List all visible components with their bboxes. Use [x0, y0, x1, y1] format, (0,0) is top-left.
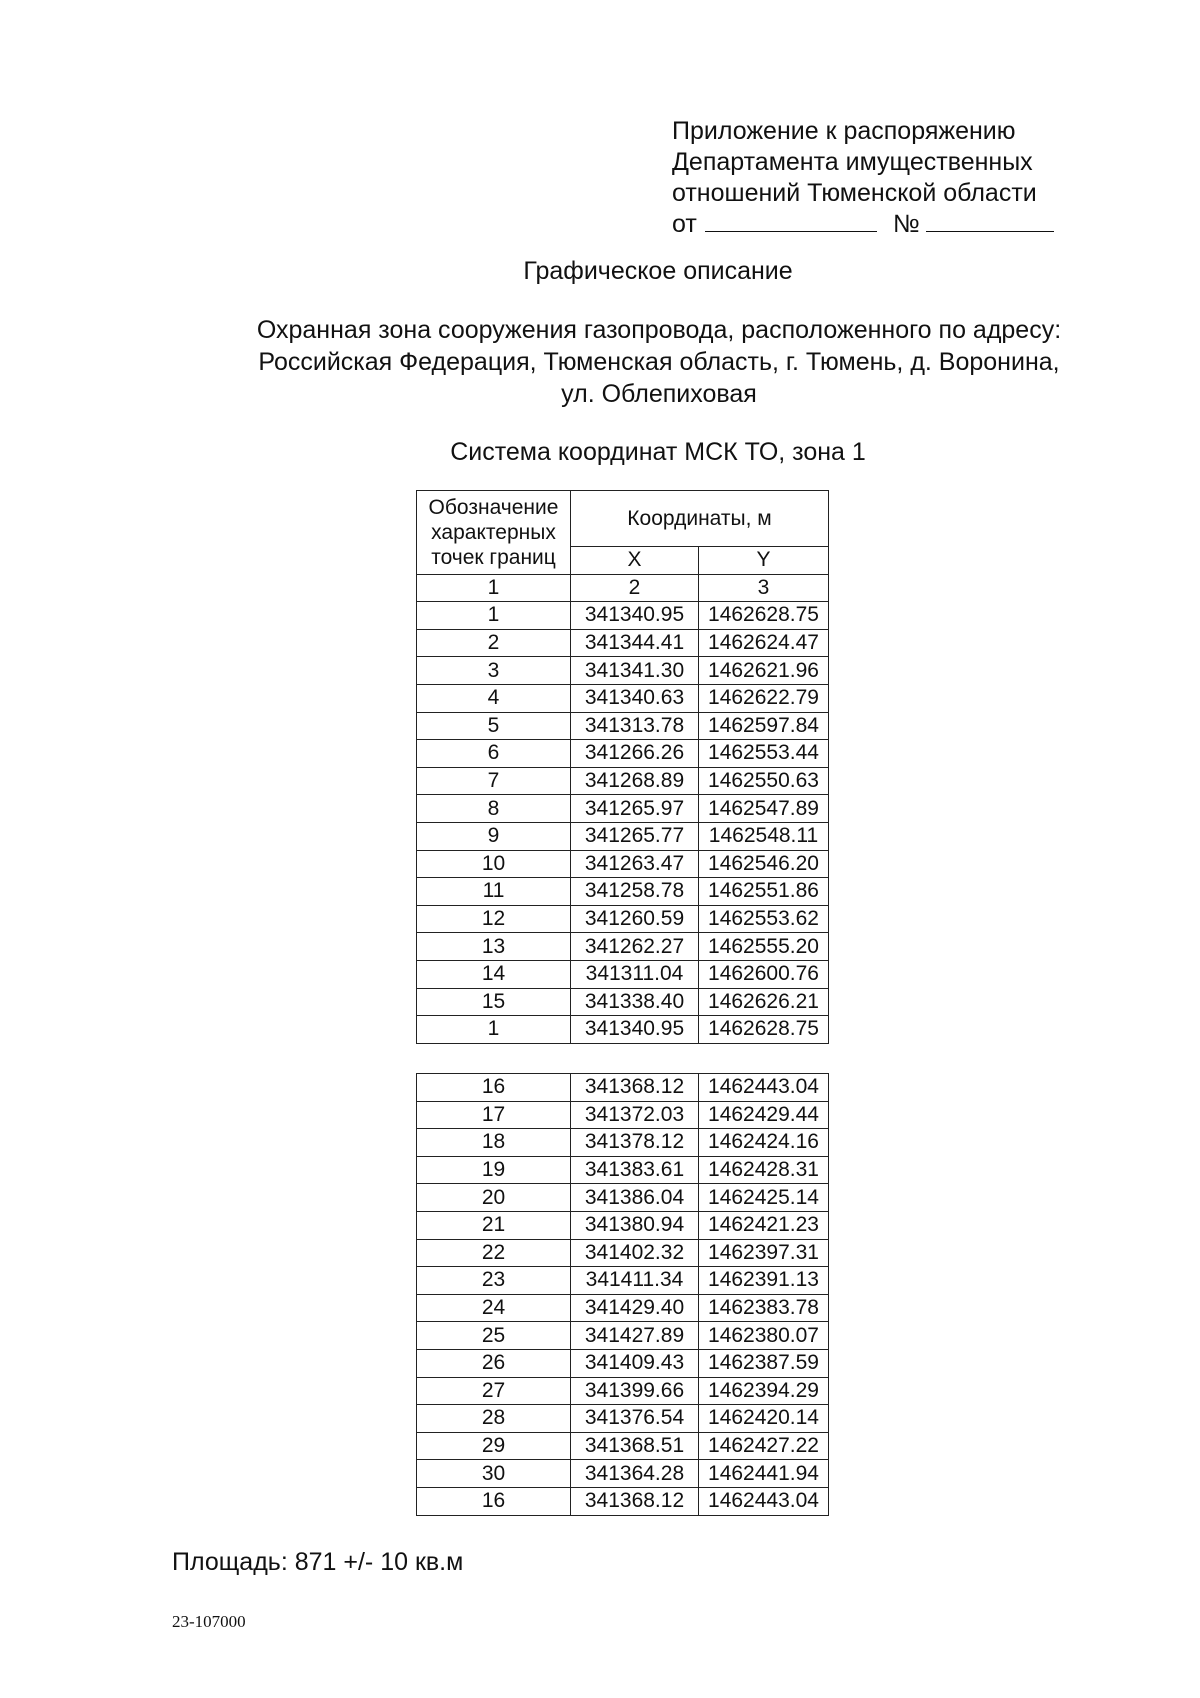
column-number: 1 [417, 574, 571, 602]
point-id: 27 [417, 1377, 571, 1405]
table-row [417, 712, 829, 740]
coord-x: 341383.61 [571, 1156, 699, 1184]
point-id: 23 [417, 1267, 571, 1295]
annex-line-2: Департамента имущественных [672, 148, 1033, 176]
column-number: 3 [699, 574, 829, 602]
column-numbers-row [417, 574, 829, 602]
point-id: 7 [417, 767, 571, 795]
coord-y: 1462387.59 [699, 1349, 829, 1377]
table-row [417, 878, 829, 906]
coord-x: 341368.51 [571, 1432, 699, 1460]
table-row [417, 629, 829, 657]
point-id: 18 [417, 1129, 571, 1157]
table-row [417, 1432, 829, 1460]
coord-x: 341313.78 [571, 712, 699, 740]
coord-x: 341340.63 [571, 684, 699, 712]
header-y: Y [699, 547, 829, 575]
coord-y: 1462628.75 [699, 1016, 829, 1044]
table-row [417, 1156, 829, 1184]
coord-y: 1462548.11 [699, 822, 829, 850]
header-designation-line: точек границ [431, 545, 556, 569]
point-id: 16 [417, 1487, 571, 1515]
point-id: 22 [417, 1239, 571, 1267]
coord-x: 341341.30 [571, 657, 699, 685]
table-row [417, 795, 829, 823]
point-id: 17 [417, 1101, 571, 1129]
coord-y: 1462546.20 [699, 850, 829, 878]
point-id: 6 [417, 740, 571, 768]
point-id: 25 [417, 1322, 571, 1350]
coordinates-table [416, 490, 829, 1044]
point-id: 5 [417, 712, 571, 740]
coord-y: 1462428.31 [699, 1156, 829, 1184]
table-row [417, 1101, 829, 1129]
point-id: 1 [417, 602, 571, 630]
header-designation-line: Обозначение [428, 495, 559, 519]
point-id: 4 [417, 684, 571, 712]
table-header-row [417, 491, 829, 547]
coord-x: 341262.27 [571, 933, 699, 961]
coord-y: 1462553.62 [699, 905, 829, 933]
coord-y: 1462380.07 [699, 1322, 829, 1350]
annex-line-3: отношений Тюменской области [672, 179, 1037, 207]
coord-y: 1462621.96 [699, 657, 829, 685]
point-id: 2 [417, 629, 571, 657]
header-x: X [571, 547, 699, 575]
table-row [417, 1211, 829, 1239]
table-row [417, 1322, 829, 1350]
coord-x: 341427.89 [571, 1322, 699, 1350]
table-row [417, 1405, 829, 1433]
point-id: 8 [417, 795, 571, 823]
table-row [417, 933, 829, 961]
table-row [417, 1267, 829, 1295]
object-description [200, 314, 1118, 410]
coord-x: 341368.12 [571, 1487, 699, 1515]
coord-y: 1462550.63 [699, 767, 829, 795]
object-line-1: Охранная зона сооружения газопровода, расположенного по адресу: [256, 316, 1062, 344]
table-row [417, 850, 829, 878]
header-designation-line: характерных [431, 520, 556, 544]
coord-x: 341386.04 [571, 1184, 699, 1212]
point-id: 20 [417, 1184, 571, 1212]
coord-x: 341268.89 [571, 767, 699, 795]
coord-y: 1462441.94 [699, 1460, 829, 1488]
coord-y: 1462421.23 [699, 1211, 829, 1239]
coord-x: 341399.66 [571, 1377, 699, 1405]
point-id: 3 [417, 657, 571, 685]
coord-y: 1462443.04 [699, 1074, 829, 1102]
header-coordinates: Координаты, м [571, 491, 829, 547]
annex-block [672, 116, 1054, 240]
coord-x: 341260.59 [571, 905, 699, 933]
table-row [417, 602, 829, 630]
coord-y: 1462547.89 [699, 795, 829, 823]
coord-y: 1462626.21 [699, 988, 829, 1016]
header-designation [417, 491, 571, 575]
point-id: 19 [417, 1156, 571, 1184]
point-id: 16 [417, 1074, 571, 1102]
coord-x: 341409.43 [571, 1349, 699, 1377]
coord-x: 341378.12 [571, 1129, 699, 1157]
coord-y: 1462383.78 [699, 1294, 829, 1322]
point-id: 26 [417, 1349, 571, 1377]
table-row [417, 1294, 829, 1322]
table-row [417, 1129, 829, 1157]
table-row [417, 905, 829, 933]
table-row [417, 740, 829, 768]
coord-x: 341368.12 [571, 1074, 699, 1102]
point-id: 28 [417, 1405, 571, 1433]
coord-y: 1462628.75 [699, 602, 829, 630]
coord-x: 341376.54 [571, 1405, 699, 1433]
point-id: 10 [417, 850, 571, 878]
coord-x: 341311.04 [571, 960, 699, 988]
annex-date-number-line [672, 209, 1054, 240]
coord-x: 341372.03 [571, 1101, 699, 1129]
point-id: 30 [417, 1460, 571, 1488]
point-id: 12 [417, 905, 571, 933]
object-line-2: Российская Федерация, Тюменская область, г. Тюмень, д. Воронина, [258, 348, 1060, 376]
coord-x: 341429.40 [571, 1294, 699, 1322]
table-row [417, 988, 829, 1016]
date-prefix: от [672, 210, 697, 238]
document-title: Графическое описание [523, 257, 793, 285]
table-row [417, 767, 829, 795]
coord-x: 341364.28 [571, 1460, 699, 1488]
date-blank [705, 209, 877, 232]
coord-x: 341411.34 [571, 1267, 699, 1295]
annex-line-1: Приложение к распоряжению [672, 117, 1016, 145]
table-row [417, 1349, 829, 1377]
coord-x: 341380.94 [571, 1211, 699, 1239]
coord-y: 1462622.79 [699, 684, 829, 712]
coord-x: 341266.26 [571, 740, 699, 768]
table-row [417, 1377, 829, 1405]
coord-x: 341258.78 [571, 878, 699, 906]
coord-y: 1462424.16 [699, 1129, 829, 1157]
table-row [417, 684, 829, 712]
coord-y: 1462555.20 [699, 933, 829, 961]
table-row [417, 1239, 829, 1267]
coord-y: 1462551.86 [699, 878, 829, 906]
coord-y: 1462394.29 [699, 1377, 829, 1405]
table-row [417, 1016, 829, 1044]
point-id: 14 [417, 960, 571, 988]
point-id: 24 [417, 1294, 571, 1322]
document-code: 23-107000 [172, 1612, 246, 1631]
point-id: 29 [417, 1432, 571, 1460]
point-id: 9 [417, 822, 571, 850]
point-id: 13 [417, 933, 571, 961]
coord-y: 1462553.44 [699, 740, 829, 768]
coord-x: 341338.40 [571, 988, 699, 1016]
coord-x: 341265.97 [571, 795, 699, 823]
table-row [417, 1184, 829, 1212]
coord-x: 341263.47 [571, 850, 699, 878]
object-line-3: ул. Облепиховая [561, 380, 757, 408]
coord-y: 1462427.22 [699, 1432, 829, 1460]
coord-x: 341265.77 [571, 822, 699, 850]
coord-y: 1462429.44 [699, 1101, 829, 1129]
coord-y: 1462624.47 [699, 629, 829, 657]
coord-y: 1462597.84 [699, 712, 829, 740]
area-label: Площадь: 871 +/- 10 кв.м [172, 1548, 464, 1576]
coord-y: 1462425.14 [699, 1184, 829, 1212]
table-row [417, 1074, 829, 1102]
coord-y: 1462420.14 [699, 1405, 829, 1433]
point-id: 21 [417, 1211, 571, 1239]
point-id: 1 [417, 1016, 571, 1044]
coord-x: 341344.41 [571, 629, 699, 657]
number-blank [926, 209, 1054, 232]
coord-y: 1462600.76 [699, 960, 829, 988]
point-id: 15 [417, 988, 571, 1016]
table-row [417, 822, 829, 850]
coord-x: 341340.95 [571, 1016, 699, 1044]
table-row [417, 1460, 829, 1488]
table-row [417, 1487, 829, 1515]
point-id: 11 [417, 878, 571, 906]
column-number: 2 [571, 574, 699, 602]
number-sign: № [892, 210, 920, 238]
coord-x: 341340.95 [571, 602, 699, 630]
coord-y: 1462391.13 [699, 1267, 829, 1295]
table-row [417, 657, 829, 685]
coord-x: 341402.32 [571, 1239, 699, 1267]
coordinate-system-label: Система координат МСК ТО, зона 1 [450, 438, 866, 466]
coord-y: 1462443.04 [699, 1487, 829, 1515]
coord-y: 1462397.31 [699, 1239, 829, 1267]
coordinates-table-contour-2 [416, 1073, 829, 1516]
table-row [417, 960, 829, 988]
